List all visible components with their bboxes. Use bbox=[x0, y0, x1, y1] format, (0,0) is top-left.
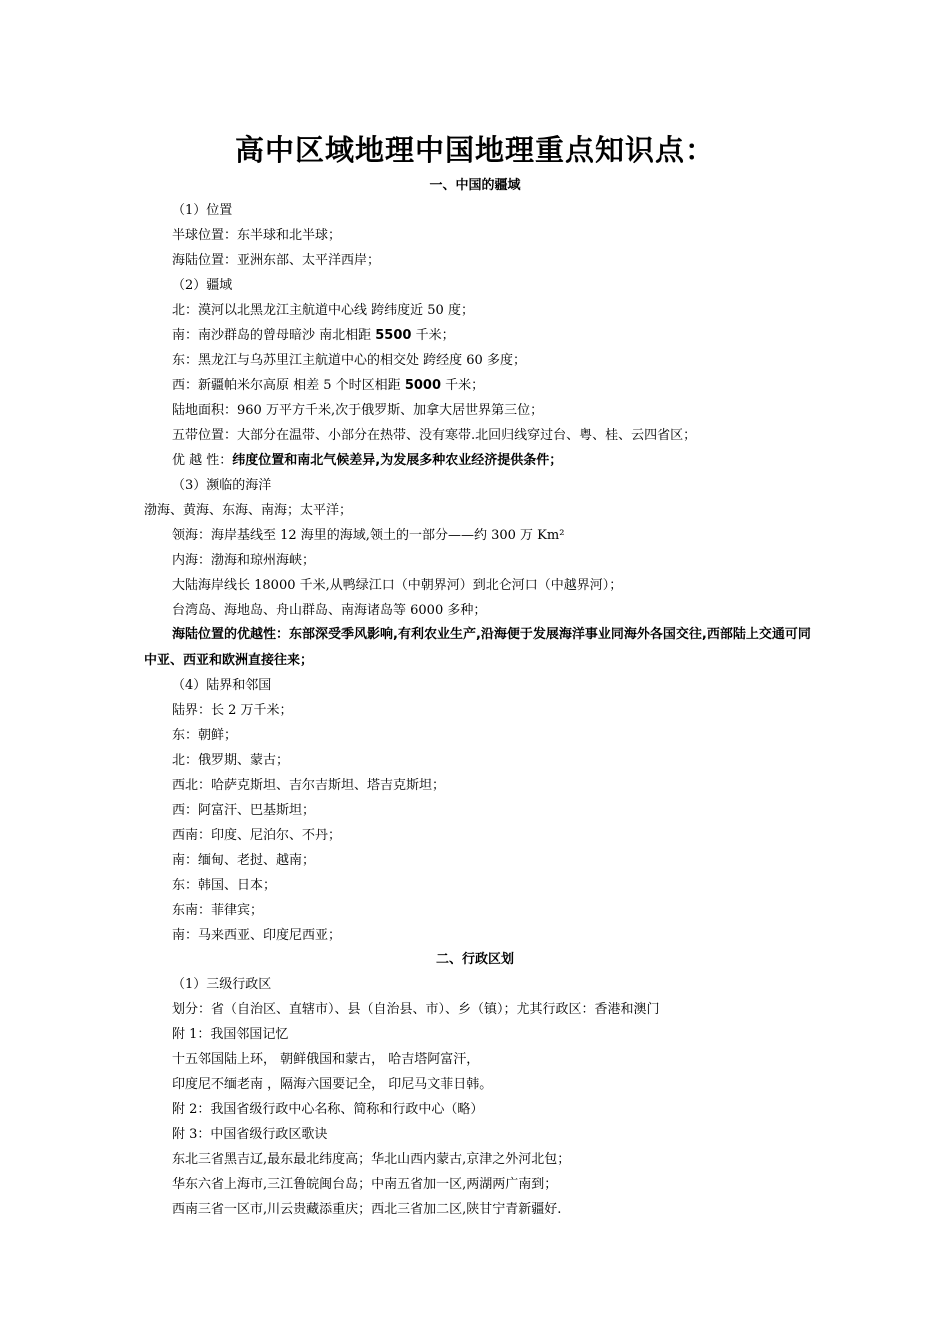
text-neighbor-southwest: 西南：印度、尼泊尔、不丹； bbox=[172, 828, 342, 843]
text-south-suffix: 千米； bbox=[411, 328, 455, 343]
text-rhyme-line-1: 十五邻国陆上环， 朝鲜俄国和蒙古， 哈吉塔阿富汗， bbox=[172, 1052, 480, 1067]
subheading-position: （1）位置 bbox=[172, 203, 233, 218]
text-south-extreme bbox=[172, 326, 455, 346]
text-sea-neighbor-south: 南：马来西亚、印度尼西亚； bbox=[172, 928, 342, 943]
text-song-line-1: 东北三省黑吉辽,最东最北纬度高；华北山西内蒙古,京津之外河北包； bbox=[172, 1152, 571, 1167]
text-territorial-sea: 领海：海岸基线至 12 海里的海域,领土的一部分——约 300 万 Km² bbox=[172, 528, 565, 543]
text-south-distance: 5500 bbox=[375, 328, 412, 343]
text-song-line-2: 华东六省上海市,三江鲁皖闽台岛；中南五省加一区,两湖两广南到； bbox=[172, 1177, 558, 1192]
text-east-extreme: 东：黑龙江与乌苏里江主航道中心的相交处 跨经度 60 多度； bbox=[172, 353, 526, 368]
document-title: 高中区域地理中国地理重点知识点： bbox=[234, 133, 715, 167]
text-west-suffix: 千米； bbox=[441, 378, 485, 393]
text-neighbor-west: 西：阿富汗、巴基斯坦； bbox=[172, 803, 316, 818]
text-inland-sea: 内海：渤海和琼州海峡； bbox=[172, 553, 316, 568]
subheading-territory: （2）疆域 bbox=[172, 278, 233, 293]
text-islands: 台湾岛、海地岛、舟山群岛、南海诸岛等 6000 多种； bbox=[172, 603, 487, 618]
text-west-prefix: 西：新疆帕米尔高原 相差 5 个时区相距 bbox=[172, 378, 405, 393]
text-seas-list: 渤海、黄海、东海、南海；太平洋； bbox=[144, 503, 353, 518]
section-heading-territory: 一、中国的疆域 bbox=[429, 178, 521, 193]
text-appendix-2: 附 2：我国省级行政中心名称、简称和行政中心（略） bbox=[172, 1102, 484, 1117]
text-neighbor-south: 南：缅甸、老挝、越南； bbox=[172, 853, 316, 868]
text-neighbor-northwest: 西北：哈萨克斯坦、吉尔吉斯坦、塔吉克斯坦； bbox=[172, 778, 446, 793]
section-heading-administrative: 二、行政区划 bbox=[435, 952, 514, 967]
text-latitude-advantage bbox=[172, 451, 562, 471]
text-rhyme-line-2: 印度尼不缅老南 ，隔海六国要记全， 印尼马文菲日韩。 bbox=[172, 1077, 493, 1092]
text-north-extreme: 北：漠河以北黑龙江主航道中心线 跨纬度近 50 度； bbox=[172, 303, 474, 318]
text-sea-land-advantage: 海陆位置的优越性：东部深受季风影响,有利农业生产,沿海便于发展海洋事业同海外各国交往,西部陆上交通可同中亚、西亚和欧洲直接往来； bbox=[144, 627, 811, 668]
text-song-line-3: 西南三省一区市,川云贵藏添重庆；西北三省加二区,陕甘宁青新疆好. bbox=[172, 1202, 562, 1217]
text-west-extreme bbox=[172, 376, 484, 396]
text-sea-land-position: 海陆位置：亚洲东部、太平洋西岸； bbox=[172, 253, 381, 268]
text-coastline: 大陆海岸线长 18000 千米,从鸭绿江口（中朝界河）到北仑河口（中越界河）； bbox=[172, 578, 623, 593]
advantage-text: 纬度位置和南北气候差异,为发展多种农业经济提供条件； bbox=[232, 453, 563, 468]
text-climate-zones: 五带位置：大部分在温带、小部分在热带、没有寒带.北回归线穿过台、粤、桂、云四省区； bbox=[172, 428, 697, 443]
text-hemisphere: 半球位置：东半球和北半球； bbox=[172, 228, 342, 243]
text-sea-neighbor-east: 东：韩国、日本； bbox=[172, 878, 277, 893]
text-neighbor-north: 北：俄罗期、蒙古； bbox=[172, 753, 290, 768]
text-neighbor-east: 东：朝鲜； bbox=[172, 728, 238, 743]
text-appendix-1: 附 1：我国邻国记忆 bbox=[172, 1027, 289, 1042]
subheading-neighbors: （4）陆界和邻国 bbox=[172, 678, 272, 693]
text-appendix-3: 附 3：中国省级行政区歌诀 bbox=[172, 1127, 328, 1142]
text-land-area: 陆地面积：960 万平方千米,次于俄罗斯、加拿大居世界第三位； bbox=[172, 403, 544, 418]
text-west-distance: 5000 bbox=[404, 378, 441, 393]
text-land-border: 陆界：长 2 万千米； bbox=[172, 703, 293, 718]
subheading-admin-levels: （1）三级行政区 bbox=[172, 977, 272, 992]
text-south-prefix: 南：南沙群岛的曾母暗沙 南北相距 bbox=[172, 328, 376, 343]
text-admin-division: 划分：省（自治区、直辖市）、县（自治县、市）、乡（镇）；尤其行政区：香港和澳门 bbox=[172, 1002, 660, 1017]
advantage-label: 优 越 性： bbox=[172, 453, 233, 468]
subheading-seas: （3）濒临的海洋 bbox=[172, 478, 272, 493]
text-sea-neighbor-southeast: 东南：菲律宾； bbox=[172, 903, 264, 918]
